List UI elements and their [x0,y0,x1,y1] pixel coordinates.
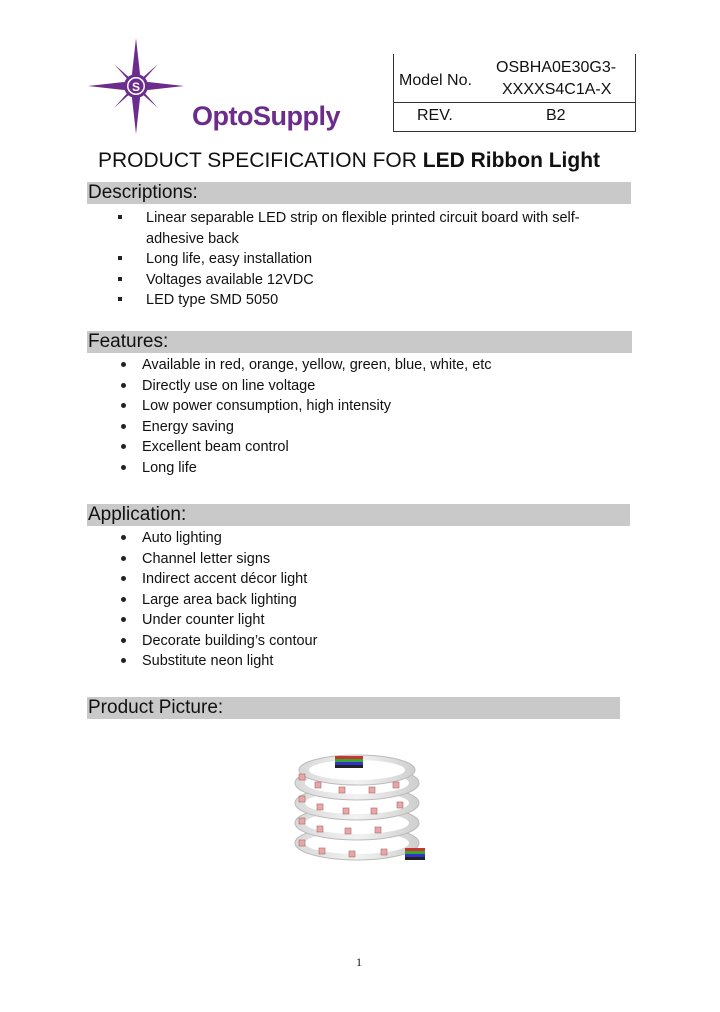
bullet-icon [121,444,126,449]
emblem-letter: S [131,80,141,94]
bullet-icon [121,424,126,429]
page-title [98,149,600,173]
list-item: LED type SMD 5050 [87,290,606,311]
bullet-icon [118,256,122,260]
model-label: Model No. [399,72,472,89]
title-bold: LED Ribbon Light [422,149,601,172]
model-value-line1: OSBHA0E30G3- [496,59,617,76]
bullet-icon [118,215,122,219]
bullet-icon [121,597,126,602]
model-table [393,54,636,132]
table-divider [394,102,635,103]
list-item: Low power consumption, high intensity [87,396,492,417]
descriptions-heading: Descriptions: [87,182,631,204]
features-list [87,355,492,478]
product-picture-heading: Product Picture: [87,697,620,719]
bullet-icon [118,277,122,281]
list-item: Decorate building’s contour [87,631,317,652]
bullet-icon [118,297,122,301]
rev-value: B2 [546,107,566,124]
led-strip-photo [285,748,445,866]
bullet-icon [121,658,126,663]
list-item: Channel letter signs [87,549,317,570]
features-heading: Features: [87,331,632,353]
list-item: Indirect accent décor light [87,569,317,590]
list-item: Directly use on line voltage [87,376,492,397]
application-list [87,528,317,672]
rev-label: REV. [417,107,453,124]
bullet-icon [121,403,126,408]
page-number: 1 [356,955,362,969]
list-item: Voltages available 12VDC [87,270,606,291]
list-item: Long life [87,458,492,479]
bullet-icon [121,576,126,581]
model-value-line2: XXXXS4C1A-X [502,81,612,98]
list-item: Energy saving [87,417,492,438]
bullet-icon [121,535,126,540]
bullet-icon [121,383,126,388]
bullet-icon [121,556,126,561]
list-item: Under counter light [87,610,317,631]
bullet-icon [121,638,126,643]
list-item: Linear separable LED strip on flexible printed circuit board with self-adhesive back [87,208,606,249]
list-item: Auto lighting [87,528,317,549]
list-item: Long life, easy installation [87,249,606,270]
descriptions-list [87,208,606,311]
list-item: Substitute neon light [87,651,317,672]
logo-text: OptoSupply [192,101,340,131]
title-prefix: PRODUCT SPECIFICATION FOR [98,149,423,172]
bullet-icon [121,617,126,622]
list-item: Excellent beam control [87,437,492,458]
application-heading: Application: [87,504,630,526]
list-item: Large area back lighting [87,590,317,611]
list-item: Available in red, orange, yellow, green, blue, white, etc [87,355,492,376]
optosupply-logo [88,38,358,134]
compass-star-icon [88,38,188,134]
bullet-icon [121,362,126,367]
bullet-icon [121,465,126,470]
